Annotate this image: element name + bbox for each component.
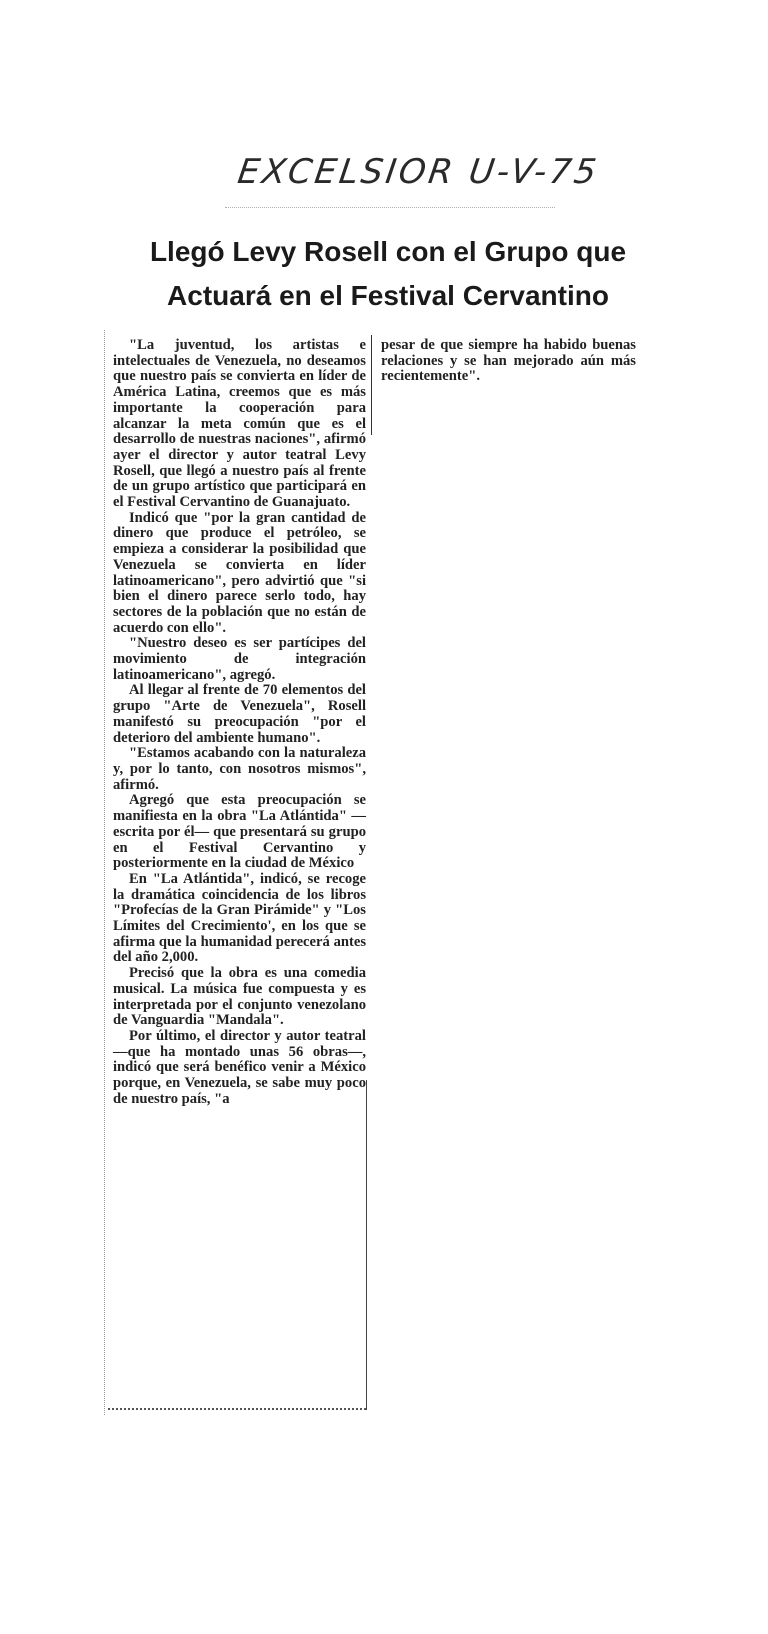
paragraph: "Nuestro deseo es ser partícipes del movimiento de integración latinoamericano", agregó.: [113, 635, 366, 683]
handwritten-source-note: EXCELSIOR U-V-75: [235, 152, 602, 192]
article-column-right: [381, 338, 636, 385]
paragraph: Precisó que la obra es una comedia musical. La música fue compuesta y es interpretada por el conjunto venezolano de Vanguardia "Mandala".: [113, 965, 366, 1029]
headline-line-2: Actuará en el Festival Cervantino: [167, 280, 609, 311]
divider: [225, 207, 555, 208]
clipping-bottom-edge: [108, 1408, 366, 1410]
paragraph: "La juventud, los artistas e intelectuales de Venezuela, no deseamos que nuestro país se convierta en líder de América Latina, creemos que es más importante la cooperación para alcanzar la meta común que es el desarrollo de nuestras naciones", afirmó ayer el director y autor teatral Levy Rosell, que llegó a nuestro país al frente de un grupo artístico que participará en el Festival Cervantino de Guanajuato.: [113, 337, 366, 511]
headline: [138, 230, 638, 318]
paragraph: pesar de que siempre ha habido buenas relaciones y se han mejorado aún más recientemente".: [381, 337, 636, 385]
column-divider-lower: [366, 1080, 367, 1410]
paragraph: Indicó que "por la gran cantidad de dinero que produce el petróleo, se empieza a considerar la posibilidad que Venezuela se convierta en líder latinoamericano", pero advirtió que "si bien el dinero parece serlo todo, hay sectores de la población que no están de acuerdo con ello".: [113, 509, 366, 636]
paragraph: Por último, el director y autor teatral —que ha montado unas 56 obras—, indicó que será benéfico venir a México porque, en Venezuela, se sabe muy poco de nuestro país, "a: [113, 1027, 366, 1107]
paragraph: "Estamos acabando con la naturaleza y, por lo tanto, con nosotros mismos", afirmó.: [113, 745, 366, 793]
paragraph: En "La Atlántida", indicó, se recoge la dramática coincidencia de los libros "Profecías de la Gran Pirámide" y "Los Límites del Crecimiento', en los que se afirma que la humanidad perecerá antes del año 2,000.: [113, 870, 366, 966]
column-divider: [371, 335, 372, 435]
headline-line-1: Llegó Levy Rosell con el Grupo que: [149, 236, 627, 267]
article-column-left: [113, 338, 366, 1107]
paragraph: Al llegar al frente de 70 elementos del grupo "Arte de Venezuela", Rosell manifestó su preocupación "por el deterioro del ambiente humano".: [113, 682, 366, 746]
paragraph: Agregó que esta preocupación se manifiesta en la obra "La Atlántida" —escrita por él— que presentará su grupo en el Festival Cervantino y posteriormente en la ciudad de México: [113, 792, 366, 872]
column-left-edge: [104, 330, 105, 1415]
